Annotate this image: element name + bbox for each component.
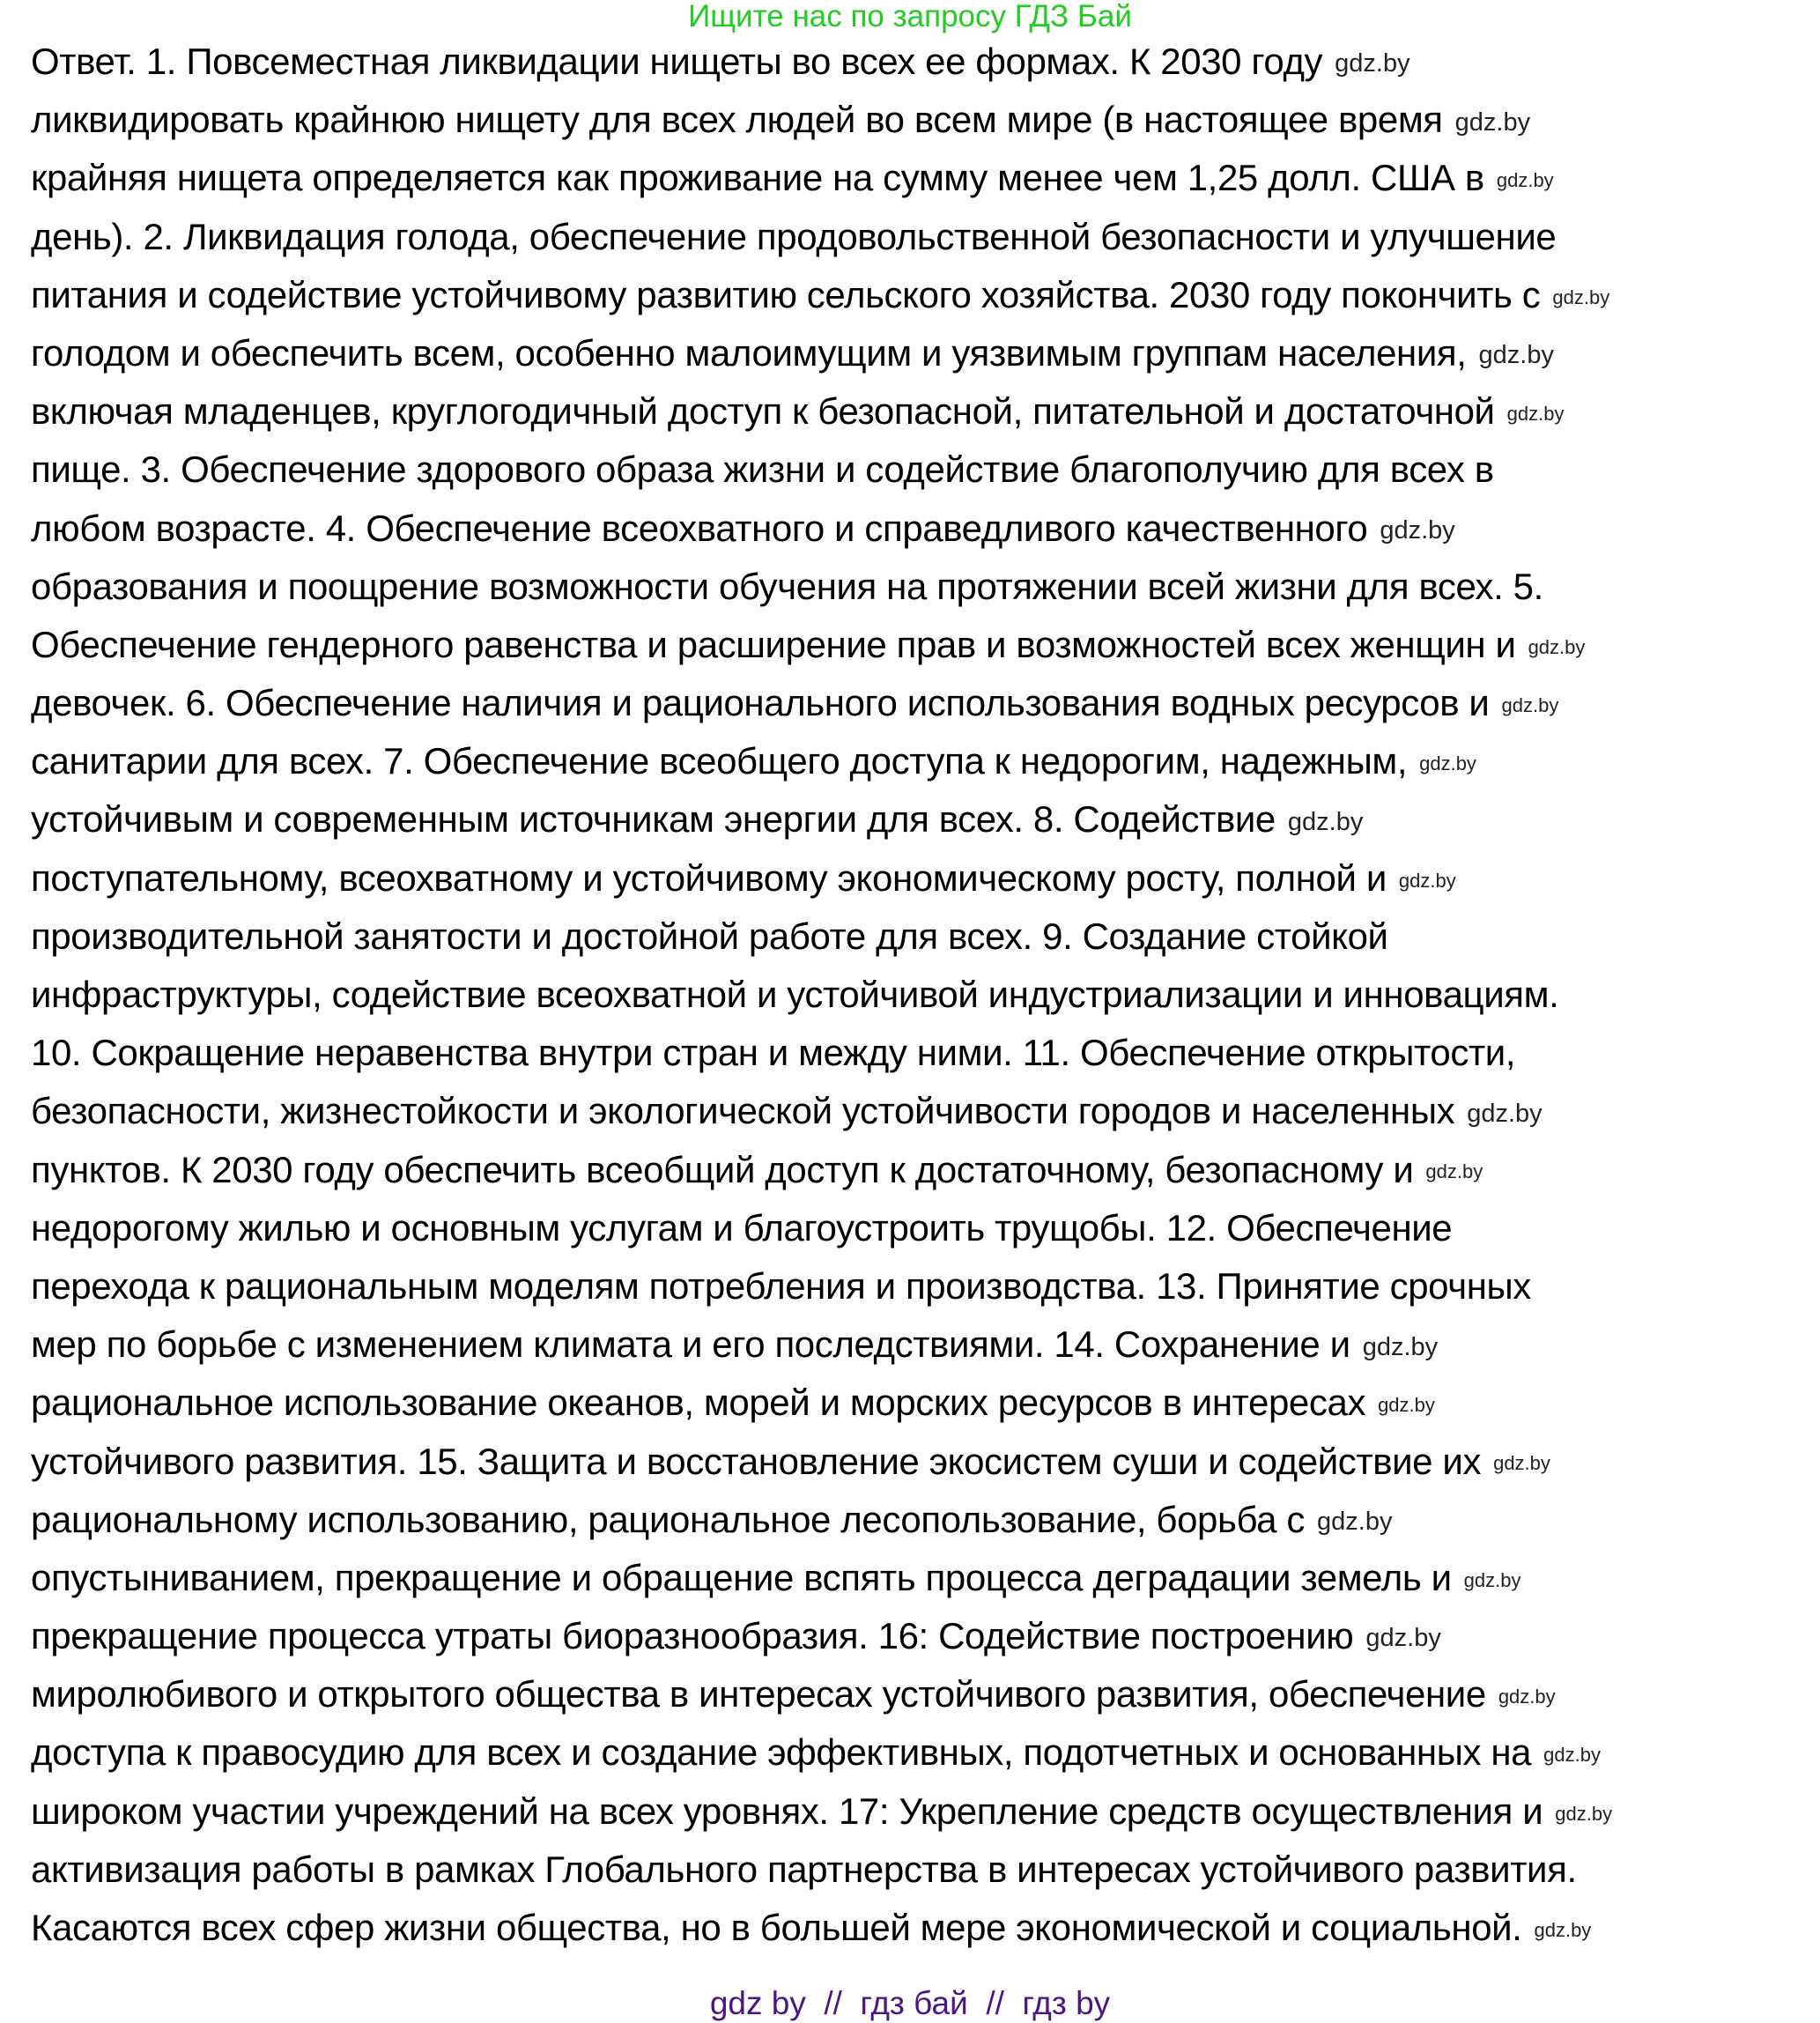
answer-line <box>31 616 1820 674</box>
answer-line <box>31 674 1820 732</box>
answer-line-text: рациональное использование океанов, морей и морских ресурсов в интересах <box>31 1382 1366 1424</box>
answer-line <box>31 1549 1820 1607</box>
answer-line-text: Обеспечение гендерного равенства и расширение прав и возможностей всех женщин и <box>31 623 1516 665</box>
watermark-text: gdz.by <box>1498 1686 1556 1708</box>
watermark-text: gdz.by <box>1478 341 1554 370</box>
watermark-text: gdz.by <box>1496 169 1554 192</box>
answer-line-text: день). 2. Ликвидация голода, обеспечение продовольственной безопасности и улучшение <box>31 215 1557 257</box>
answer-line <box>31 1899 1820 1957</box>
watermark-text: gdz.by <box>1419 752 1476 775</box>
answer-line <box>31 441 1820 499</box>
footer-links[interactable]: gdz by // гдз бай // гдз by <box>709 1985 1111 2021</box>
answer-line <box>31 1199 1820 1257</box>
answer-line-text: 10. Сокращение неравенства внутри стран и между ними. 11. Обеспечение открытости, <box>31 1032 1516 1074</box>
search-hint-banner: Ищите нас по запросу ГДЗ Бай <box>688 0 1132 33</box>
answer-line <box>31 1082 1820 1140</box>
answer-line <box>31 1315 1820 1374</box>
watermark-text: gdz.by <box>1454 107 1531 137</box>
watermark-text: gdz.by <box>1552 285 1610 308</box>
answer-line-text: недорогому жилью и основным услугам и благоустроить трущобы. 12. Обеспечение <box>31 1206 1453 1249</box>
answer-line-text: включая младенцев, круглогодичный доступ к безопасной, питательной и достаточной <box>31 390 1495 433</box>
answer-line <box>31 266 1820 324</box>
answer-line-text: миролюбивого и открытого общества в интересах устойчивого развития, обеспечение <box>31 1673 1486 1715</box>
answer-line-text: голодом и обеспечить всем, особенно малоимущим и уязвимым группам населения, <box>31 331 1467 374</box>
answer-text <box>31 33 1820 1957</box>
watermark-text: gdz.by <box>1362 1332 1439 1361</box>
watermark-text: gdz.by <box>1534 1918 1592 1941</box>
answer-line <box>31 1841 1820 1899</box>
watermark-text: gdz.by <box>1528 635 1586 658</box>
answer-line-text: Касаются всех сфер жизни общества, но в большей мере экономической и социальной. <box>31 1907 1522 1948</box>
answer-line <box>31 1257 1820 1315</box>
watermark-text: gdz.by <box>1555 1802 1613 1825</box>
answer-line-text: мер по борьбе с изменением климата и его последствиями. 14. Сохранение и <box>31 1323 1350 1366</box>
answer-line-text: поступательному, всеохватному и устойчивому экономическому росту, полной и <box>31 856 1387 899</box>
answer-line <box>31 908 1820 966</box>
answer-line-text: пище. 3. Обеспечение здорового образа жизни и содействие благополучию для всех в <box>31 448 1494 491</box>
watermark-text: gdz.by <box>1335 49 1410 78</box>
answer-line <box>31 324 1820 382</box>
answer-line-text: опустыниванием, прекращение и обращение вспять процесса деградации земель и <box>31 1556 1452 1598</box>
answer-line <box>31 149 1820 207</box>
watermark-text: gdz.by <box>1501 693 1559 716</box>
answer-line-text: Ответ. 1. Повсеместная ликвидации нищеты во всех ее формах. К 2030 году <box>31 41 1323 82</box>
answer-line <box>31 790 1820 848</box>
watermark-text: gdz.by <box>1317 1508 1393 1537</box>
answer-line <box>31 1433 1820 1491</box>
answer-line-text: безопасности, жизнестойкости и экологической устойчивости городов и населенных <box>31 1090 1455 1132</box>
answer-line <box>31 849 1820 908</box>
answer-line <box>31 1491 1820 1549</box>
watermark-text: gdz.by <box>1493 1452 1550 1475</box>
watermark-text: gdz.by <box>1467 1099 1543 1128</box>
answer-line-text: любом возрасте. 4. Обеспечение всеохватного и справедливого качественного <box>31 507 1368 549</box>
answer-line <box>31 966 1820 1024</box>
answer-line-text: образования и поощрение возможности обучения на протяжении всей жизни для всех. 5. <box>31 565 1543 607</box>
answer-line <box>31 1607 1820 1665</box>
answer-line-text: инфраструктуры, содействие всеохватной и устойчивой индустриализации и инновациям. <box>31 974 1559 1015</box>
watermark-text: gdz.by <box>1398 869 1456 892</box>
answer-line <box>31 382 1820 441</box>
watermark-text: gdz.by <box>1378 1394 1435 1417</box>
answer-line <box>31 1024 1820 1082</box>
watermark-text: gdz.by <box>1543 1744 1601 1767</box>
answer-line <box>31 1374 1820 1432</box>
answer-line-text: устойчивого развития. 15. Защита и восстановление экосистем суши и содействие их <box>31 1440 1482 1482</box>
answer-line-text: широком участии учреждений на всех уровнях. 17: Укрепление средств осуществления и <box>31 1790 1543 1832</box>
watermark-text: gdz.by <box>1506 403 1565 426</box>
watermark-text: gdz.by <box>1463 1568 1521 1591</box>
answer-line-text: девочек. 6. Обеспечение наличия и рационального использования водных ресурсов и <box>31 682 1490 724</box>
answer-line <box>31 732 1820 790</box>
answer-line-text: крайняя нищета определяется как проживание на сумму менее чем 1,25 долл. США в <box>31 157 1484 199</box>
answer-line <box>31 1141 1820 1199</box>
watermark-text: gdz.by <box>1365 1624 1441 1653</box>
answer-line-text: перехода к рациональным моделям потребления и производства. 13. Принятие срочных <box>31 1264 1531 1307</box>
watermark-text: gdz.by <box>1425 1160 1483 1183</box>
watermark-text: gdz.by <box>1380 515 1455 545</box>
answer-line <box>31 500 1820 558</box>
answer-line-text: устойчивым и современным источникам энергии для всех. 8. Содействие <box>31 798 1276 841</box>
watermark-text: gdz.by <box>1287 807 1364 836</box>
answer-line-text: пунктов. К 2030 году обеспечить всеобщий доступ к достаточному, безопасному и <box>31 1148 1414 1190</box>
answer-line-text: ликвидировать крайнюю нищету для всех людей во всем мире (в настоящее время <box>31 99 1443 141</box>
answer-line <box>31 208 1820 266</box>
answer-line-text: рациональному использованию, рациональное лесопользование, борьба с <box>31 1498 1306 1540</box>
answer-line-text: доступа к правосудию для всех и создание эффективных, подотчетных и основанных на <box>31 1731 1532 1774</box>
answer-line-text: активизация работы в рамках Глобального партнерства в интересах устойчивого развития. <box>31 1848 1577 1890</box>
answer-line <box>31 1723 1820 1782</box>
answer-line-text: производительной занятости и достойной работе для всех. 9. Создание стойкой <box>31 915 1388 957</box>
answer-line <box>31 1665 1820 1723</box>
answer-line <box>31 33 1820 91</box>
answer-line <box>31 1782 1820 1841</box>
answer-line-text: питания и содействие устойчивому развитию сельского хозяйства. 2030 году покончить с <box>31 273 1541 315</box>
answer-line <box>31 91 1820 149</box>
answer-line-text: прекращение процесса утраты биоразнообразия. 16: Содействие построению <box>31 1615 1354 1657</box>
answer-line <box>31 558 1820 616</box>
answer-line-text: санитарии для всех. 7. Обеспечение всеобщего доступа к недорогим, надежным, <box>31 740 1408 782</box>
